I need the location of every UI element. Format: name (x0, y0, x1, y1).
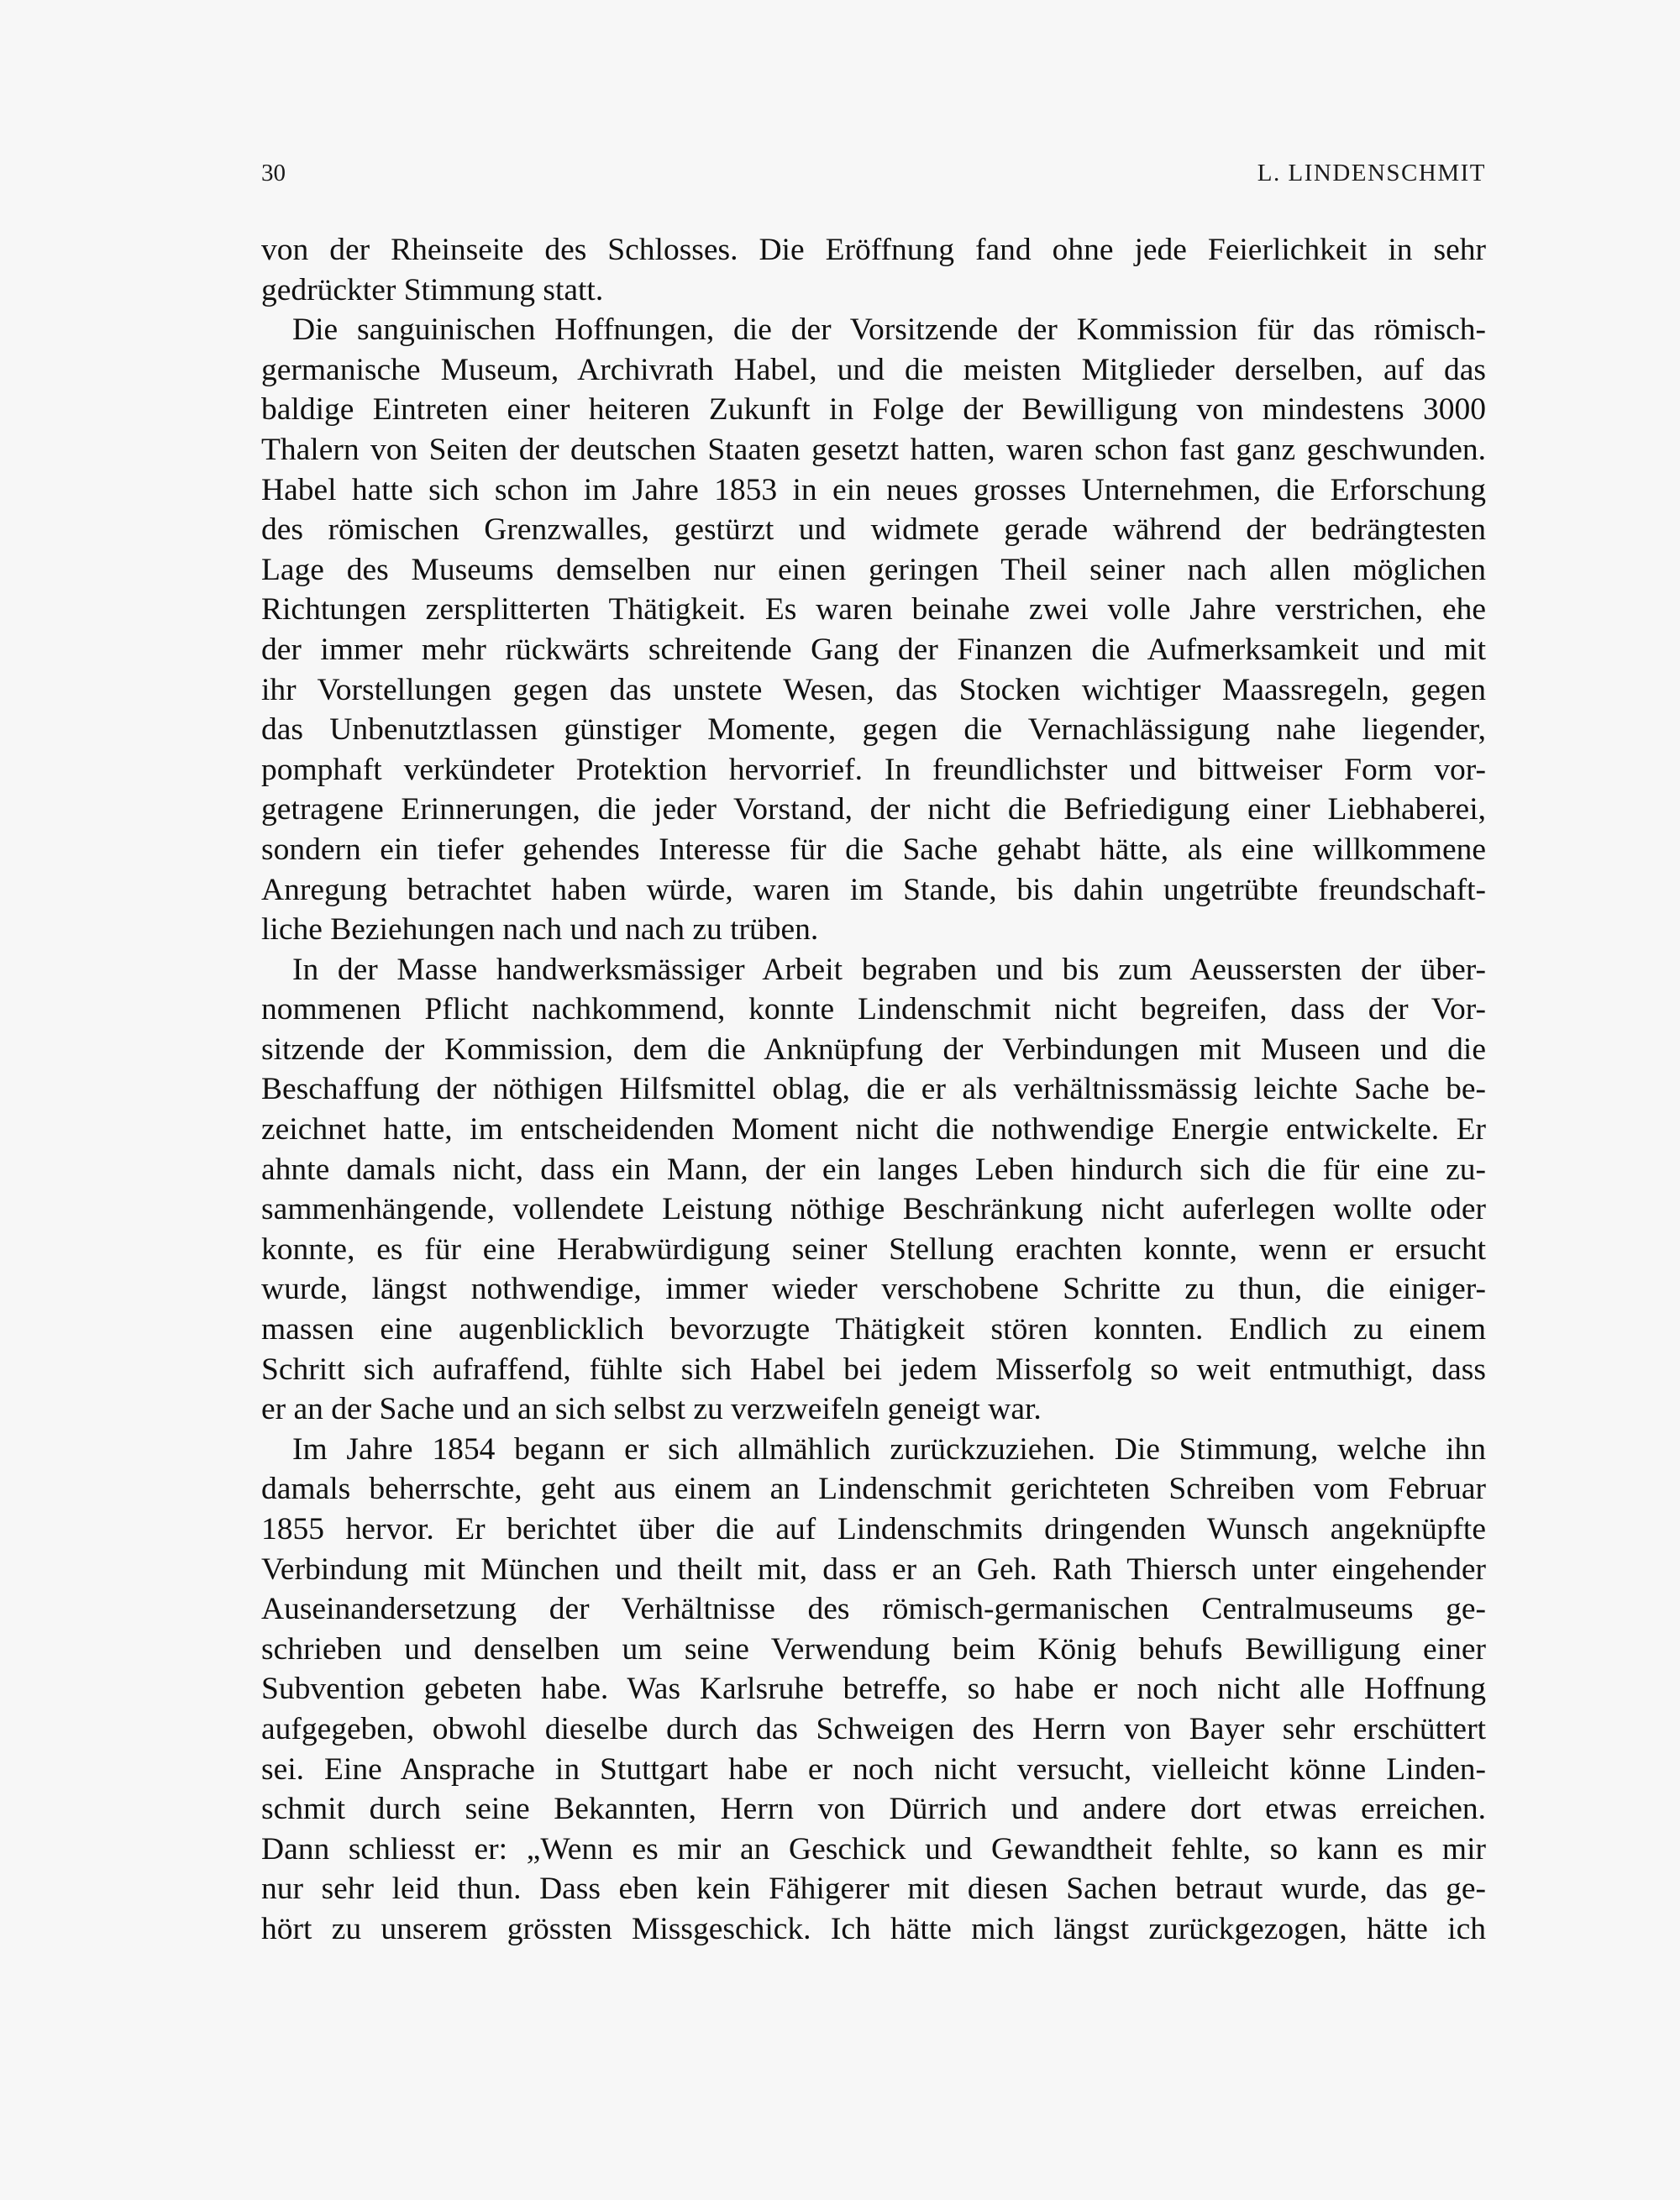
text-line: ahnte damals nicht, dass ein Mann, der ein langes Leben hindurch sich die für eine zu- (261, 1152, 1486, 1187)
text-line: der immer mehr rückwärts schreitende Gang der Finanzen die Aufmerksamkeit und mit (261, 632, 1486, 667)
text-line: konnte, es für eine Herabwürdigung seiner Stellung erachten konnte, wenn er ersucht (261, 1231, 1486, 1267)
text-line: wurde, längst nothwendige, immer wieder verschobene Schritte zu thun, die einiger- (261, 1272, 1486, 1307)
page-number: 30 (261, 160, 286, 186)
text-line: germanische Museum, Archivrath Habel, und die meisten Mitglieder derselben, auf das (261, 352, 1486, 387)
text-line: schmit durch seine Bekannten, Herrn von Dürrich und andere dort etwas erreichen. (261, 1792, 1486, 1827)
text-line: Im Jahre 1854 begann er sich allmählich zurückzuziehen. Die Stimmung, welche ihn (292, 1431, 1486, 1467)
body-text (261, 230, 1486, 1950)
text-line: massen eine augenblicklich bevorzugte Thätigkeit stören konnten. Endlich zu einem (261, 1312, 1486, 1347)
text-line: Subvention gebeten habe. Was Karlsruhe betreffe, so habe er noch nicht alle Hoffnung (261, 1672, 1486, 1707)
text-line: Richtungen zersplitterten Thätigkeit. Es waren beinahe zwei volle Jahre verstrichen, ehe (261, 592, 1486, 627)
text-line: aufgegeben, obwohl dieselbe durch das Schweigen des Herrn von Bayer sehr erschüttert (261, 1711, 1486, 1746)
text-line: damals beherrschte, geht aus einem an Lindenschmit gerichteten Schreiben vom Februar (261, 1472, 1486, 1507)
text-line: Auseinandersetzung der Verhältnisse des römisch-germanischen Centralmuseums ge- (261, 1592, 1486, 1627)
text-line: Thalern von Seiten der deutschen Staaten gesetzt hatten, waren schon fast ganz geschwunden. (261, 432, 1486, 467)
text-line: gedrückter Stimmung statt. (261, 272, 604, 307)
text-line: von der Rheinseite des Schlosses. Die Eröffnung fand ohne jede Feierlichkeit in sehr (261, 233, 1486, 267)
text-line: ihr Vorstellungen gegen das unstete Wesen, das Stocken wichtiger Maassregeln, gegen (261, 672, 1486, 707)
running-head: L. LINDENSCHMIT (1257, 160, 1486, 186)
text-line: hört zu unserem grössten Missgeschick. Ich hätte mich längst zurückgezogen, hätte ich (261, 1911, 1486, 1946)
text-line: nur sehr leid thun. Dass eben kein Fähigerer mit diesen Sachen betraut wurde, das ge- (261, 1872, 1486, 1907)
text-line: zeichnet hatte, im entscheidenden Moment nicht die nothwendige Energie entwickelte. Er (261, 1112, 1486, 1147)
text-line: des römischen Grenzwalles, gestürzt und widmete gerade während der bedrängtesten (261, 512, 1486, 548)
text-line: sondern ein tiefer gehendes Interesse für die Sache gehabt hätte, als eine willkommene (261, 832, 1486, 867)
text-line: 1855 hervor. Er berichtet über die auf Lindenschmits dringenden Wunsch angeknüpfte (261, 1512, 1486, 1546)
text-line: Dann schliesst er: „Wenn es mir an Geschick und Gewandtheit fehlte, so kann es mir (261, 1831, 1486, 1867)
text-line: In der Masse handwerksmässiger Arbeit begraben und bis zum Aeussersten der über- (292, 952, 1486, 987)
text-line: sitzende der Kommission, dem die Anknüpfung der Verbindungen mit Museen und die (261, 1032, 1486, 1067)
text-line: Beschaffung der nöthigen Hilfsmittel oblag, die er als verhältnissmässig leichte Sache be- (261, 1072, 1486, 1107)
text-line: Schritt sich aufraffend, fühlte sich Habel bei jedem Misserfolg so weit entmuthigt, dass (261, 1352, 1486, 1387)
text-line: getragene Erinnerungen, die jeder Vorstand, der nicht die Befriedigung einer Liebhaberei, (261, 792, 1486, 827)
text-line: Anregung betrachtet haben würde, waren im Stande, bis dahin ungetrübte freundschaft- (261, 872, 1486, 907)
text-line: Habel hatte sich schon im Jahre 1853 in ein neues grosses Unternehmen, die Erforschung (261, 472, 1486, 507)
text-line: das Unbenutztlassen günstiger Momente, gegen die Vernachlässigung nahe liegender, (261, 712, 1486, 748)
text-line: Lage des Museums demselben nur einen geringen Theil seiner nach allen möglichen (261, 552, 1486, 587)
text-line: er an der Sache und an sich selbst zu verzweifeln geneigt war. (261, 1392, 1042, 1427)
text-line: Verbindung mit München und theilt mit, dass er an Geh. Rath Thiersch unter eingehender (261, 1552, 1486, 1587)
text-line: pomphaft verkündeter Protektion hervorrief. In freundlichster und bittweiser Form vor- (261, 752, 1486, 787)
text-line: schrieben und denselben um seine Verwendung beim König behufs Bewilligung einer (261, 1631, 1486, 1667)
text-line: liche Beziehungen nach und nach zu trüben. (261, 912, 819, 948)
text-line: baldige Eintreten einer heiteren Zukunft in Folge der Bewilligung von mindestens 3000 (261, 392, 1486, 428)
text-line: Die sanguinischen Hoffnungen, die der Vorsitzende der Kommission für das römisch- (292, 312, 1486, 348)
text-line: sammenhängende, vollendete Leistung nöthige Beschränkung nicht auferlegen wollte oder (261, 1192, 1486, 1227)
text-line: nommenen Pflicht nachkommend, konnte Lindenschmit nicht begreifen, dass der Vor- (261, 992, 1486, 1027)
text-line: sei. Eine Ansprache in Stuttgart habe er noch nicht versucht, vielleicht könne Linden- (261, 1751, 1486, 1787)
page-header (261, 160, 1486, 193)
